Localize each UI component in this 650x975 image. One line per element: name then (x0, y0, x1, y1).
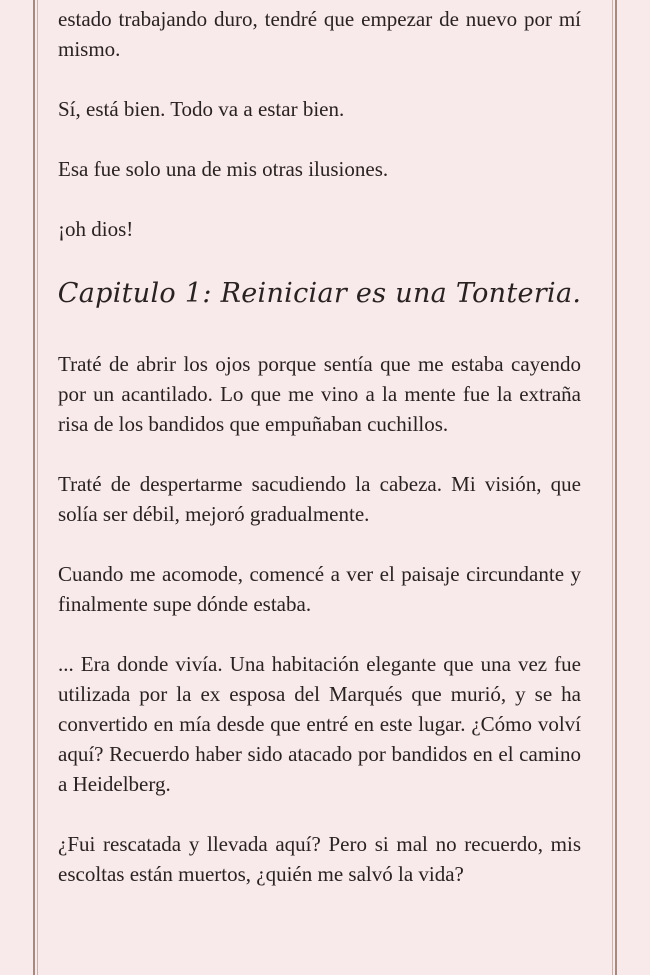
right-border-inner-line (612, 0, 613, 975)
chapter-paragraph: ¿Fui rescatada y llevada aquí? Pero si mal no recuerdo, mis escoltas están muertos, ¿quién me salvó la vida? (58, 832, 581, 886)
left-border-line (33, 0, 35, 975)
left-border-inner-line (37, 0, 38, 975)
intro-paragraph: estado trabajando duro, tendré que empezar de nuevo por mí mismo. (58, 7, 581, 61)
right-border-line (615, 0, 617, 975)
intro-paragraph: ¡oh dios! (58, 217, 134, 241)
chapter-paragraph: Traté de despertarme sacudiendo la cabeza. Mi visión, que solía ser débil, mejoró gradualmente. (58, 472, 581, 526)
chapter-paragraph: ... Era donde vivía. Una habitación elegante que una vez fue utilizada por la ex esposa del Marqués que murió, y se ha convertido en mía desde que entré en este lugar. ¿Cómo volví aquí? Recuerdo haber sido atacado por bandidos en el camino a Heidelberg. (58, 652, 581, 796)
intro-paragraph: Esa fue solo una de mis otras ilusiones. (58, 157, 389, 181)
chapter-paragraph: Traté de abrir los ojos porque sentía que me estaba cayendo por un acantilado. Lo que me vino a la mente fue la extraña risa de los bandidos que empuñaban cuchillos. (58, 352, 581, 436)
text-body (58, 4, 581, 919)
chapter-paragraph: Cuando me acomode, comencé a ver el paisaje circundante y finalmente supe dónde estaba. (58, 562, 581, 616)
intro-paragraph: Sí, está bien. Todo va a estar bien. (58, 97, 345, 121)
chapter-title: Capitulo 1: Reiniciar es una Tonteria. (57, 278, 582, 309)
